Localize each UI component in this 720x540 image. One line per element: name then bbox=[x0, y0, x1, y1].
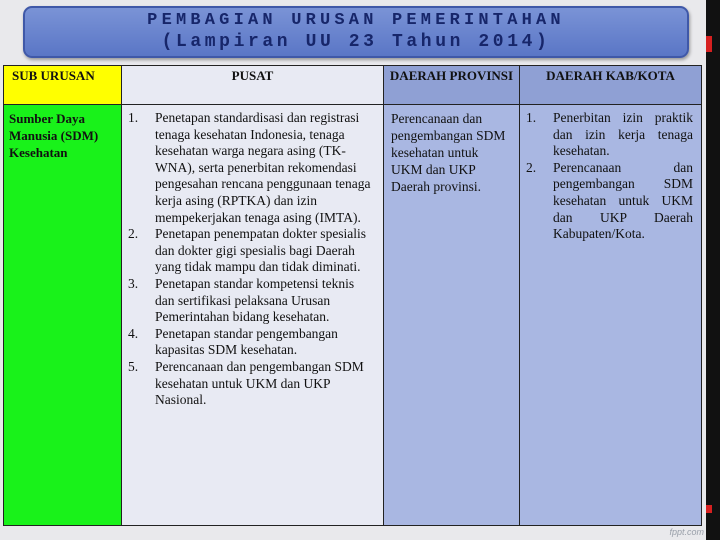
title-line-2: (Lampiran UU 23 Tahun 2014) bbox=[161, 32, 551, 52]
list-item: 3. Penetapan standar kompetensi teknis dan sertifikasi pelaksana Urusan Pemerintahan bidang kesehatan. bbox=[128, 275, 355, 325]
header-daerah-kab-kota: DAERAH KAB/KOTA bbox=[520, 66, 702, 105]
cell-sub-urusan: Sumber Daya Manusia (SDM) Kesehatan bbox=[4, 105, 122, 526]
title-line-1: PEMBAGIAN URUSAN PEMERINTAHAN bbox=[147, 11, 565, 30]
list-item: 5. Perencanaan dan pengembangan SDM kesehatan untuk UKM dan UKP Nasional. bbox=[128, 358, 364, 408]
title-banner bbox=[23, 6, 689, 58]
list-item: 2. Penetapan penempatan dokter spesialis dan dokter gigi spesialis bagi Daerah yang tidak mampu dan tidak diminati. bbox=[128, 226, 367, 275]
table-row bbox=[4, 105, 702, 526]
urusan-table bbox=[3, 65, 702, 526]
slide-edge-decoration bbox=[706, 0, 720, 540]
cell-daerah-kab-kota bbox=[520, 105, 702, 526]
red-accent-bottom bbox=[706, 505, 712, 513]
red-accent bbox=[706, 36, 712, 52]
cell-daerah-provinsi: Perencanaan dan pengembangan SDM kesehatan untuk UKM dan UKP Daerah provinsi. bbox=[384, 105, 520, 526]
header-pusat: PUSAT bbox=[122, 66, 384, 105]
table-header-row bbox=[4, 66, 702, 105]
pusat-list bbox=[128, 110, 375, 409]
cell-pusat bbox=[122, 105, 384, 526]
kab-kota-list bbox=[526, 110, 693, 243]
list-item: 4. Penetapan standar pengembangan kapasitas SDM kesehatan. bbox=[128, 325, 338, 358]
list-item: 2. Perencanaan dan pengembangan SDM kesehatan untuk UKM dan UKP Daerah Kabupaten/Kota. bbox=[526, 159, 693, 242]
watermark: fppt.com bbox=[669, 527, 704, 537]
header-daerah-provinsi: DAERAH PROVINSI bbox=[384, 66, 520, 105]
header-sub-urusan: SUB URUSAN bbox=[4, 66, 122, 105]
list-item: 1. Penerbitan izin praktik dan izin kerja tenaga kesehatan. bbox=[526, 110, 693, 159]
list-item: 1. Penetapan standardisasi dan registrasi tenaga kesehatan Indonesia, tenaga kesehatan warga negara asing (TK-WNA), serta penerbitan rekomendasi pengesahan rencana penggunaan tenaga kerja asing (RPTKA) dan izin mempekerjakan tenaga asing (IMTA). bbox=[128, 110, 371, 225]
